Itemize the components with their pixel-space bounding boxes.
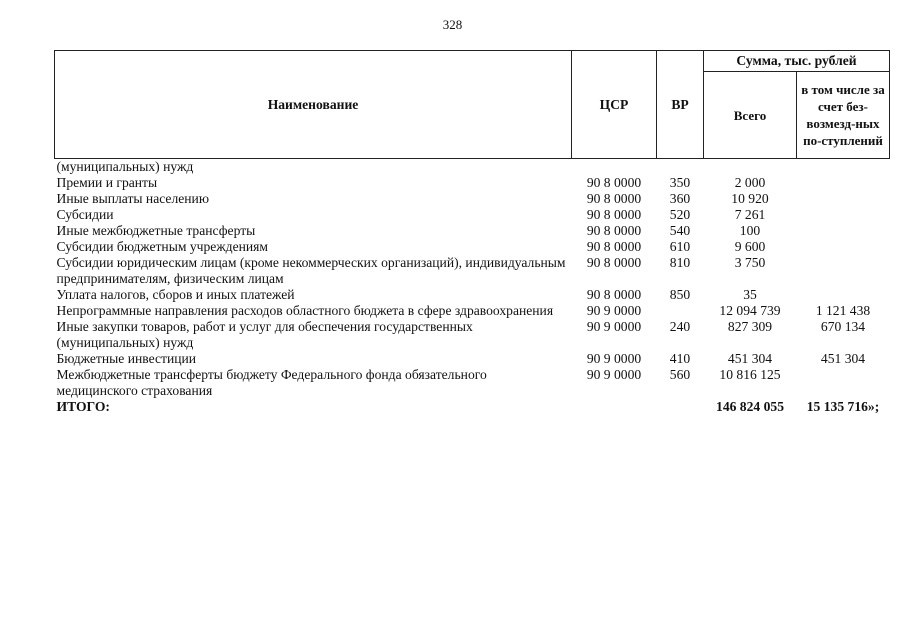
header-vr: ВР [657,51,704,159]
table-row [55,223,890,239]
table-header [55,51,890,159]
cell-name: Межбюджетные трансферты бюджету Федерального фонда обязательного медицинского страхования [56,367,487,398]
cell-total: 35 [743,287,757,302]
total-empty-cell [572,399,657,415]
cell-total: 7 261 [734,207,766,222]
cell-grants [797,207,890,223]
total-empty-cell [657,399,704,415]
cell-grants [797,159,890,176]
table-row [55,159,890,176]
cell-csr: 90 8 0000 [586,255,642,270]
table-row [55,287,890,303]
cell-name: Премии и гранты [56,175,158,190]
cell-total: 12 094 739 [719,303,781,318]
table-row [55,239,890,255]
cell-csr: 90 8 0000 [586,175,642,190]
cell-total: 9 600 [734,239,766,254]
cell-vr [657,159,704,176]
cell-vr: 540 [669,223,691,238]
cell-vr: 350 [669,175,691,190]
cell-csr: 90 9 0000 [586,351,642,366]
cell-csr: 90 9 0000 [586,303,642,318]
cell-name: Субсидии [56,207,114,222]
header-sum-group: Сумма, тыс. рублей [704,51,890,72]
table-row [55,319,890,351]
header-grants: в том числе за счет без-возмезд-ных по-ступлений [797,72,890,159]
cell-vr [657,303,704,319]
cell-total: 2 000 [734,175,766,190]
cell-grants: 1 121 438 [815,303,871,318]
cell-name: Непрограммные направления расходов областного бюджета в сфере здравоохранения [56,303,554,318]
cell-name: Бюджетные инвестиции [56,351,197,366]
cell-grants [797,367,890,399]
cell-csr: 90 8 0000 [586,287,642,302]
cell-name: Уплата налогов, сборов и иных платежей [56,287,295,302]
table-row [55,351,890,367]
header-csr: ЦСР [572,51,657,159]
cell-csr: 90 9 0000 [586,319,642,334]
header-name: Наименование [55,51,572,159]
cell-name: (муниципальных) нужд [55,159,572,176]
cell-total [704,159,797,176]
cell-total: 10 920 [731,191,769,206]
table-row [55,191,890,207]
cell-csr: 90 8 0000 [586,239,642,254]
cell-vr: 810 [669,255,691,270]
cell-name: Иные выплаты населению [56,191,209,206]
cell-vr: 410 [669,351,691,366]
cell-csr: 90 9 0000 [586,367,642,382]
cell-name: Субсидии бюджетным учреждениям [56,239,269,254]
cell-total: 451 304 [727,351,773,366]
cell-csr: 90 8 0000 [586,223,642,238]
cell-grants: 670 134 [820,319,866,334]
cell-vr: 520 [669,207,691,222]
cell-total: 827 309 [727,319,773,334]
cell-vr: 360 [669,191,691,206]
cell-vr: 610 [669,239,691,254]
table-row [55,303,890,319]
cell-vr: 850 [669,287,691,302]
cell-vr: 240 [669,319,691,334]
table-body [55,159,890,416]
table-row [55,207,890,223]
table-row [55,255,890,287]
page-number: 328 [442,17,463,32]
cell-grants [797,191,890,207]
total-grants: 15 135 716»; [806,399,880,414]
table-row [55,367,890,399]
cell-name: Субсидии юридическим лицам (кроме некоммерческих организаций), индивидуальным предпринимателям, физическим лицам [56,255,566,286]
cell-grants [797,255,890,287]
cell-name: Иные закупки товаров, работ и услуг для обеспечения государственных (муниципальных) нужд [56,319,473,350]
cell-total: 100 [739,223,761,238]
cell-grants [797,239,890,255]
total-row [55,399,890,415]
cell-vr: 560 [669,367,691,382]
cell-name: Иные межбюджетные трансферты [56,223,256,238]
total-label: ИТОГО: [56,399,110,414]
cell-csr: 90 8 0000 [586,191,642,206]
cell-grants [797,175,890,191]
total-sum: 146 824 055 [716,399,784,414]
cell-total: 10 816 125 [719,367,781,382]
table-row [55,175,890,191]
cell-total: 3 750 [734,255,766,270]
cell-csr [572,159,657,176]
budget-table [54,50,890,415]
header-total: Всего [704,72,797,159]
cell-csr: 90 8 0000 [586,207,642,222]
cell-grants [797,287,890,303]
cell-grants [797,223,890,239]
cell-grants: 451 304 [820,351,866,366]
